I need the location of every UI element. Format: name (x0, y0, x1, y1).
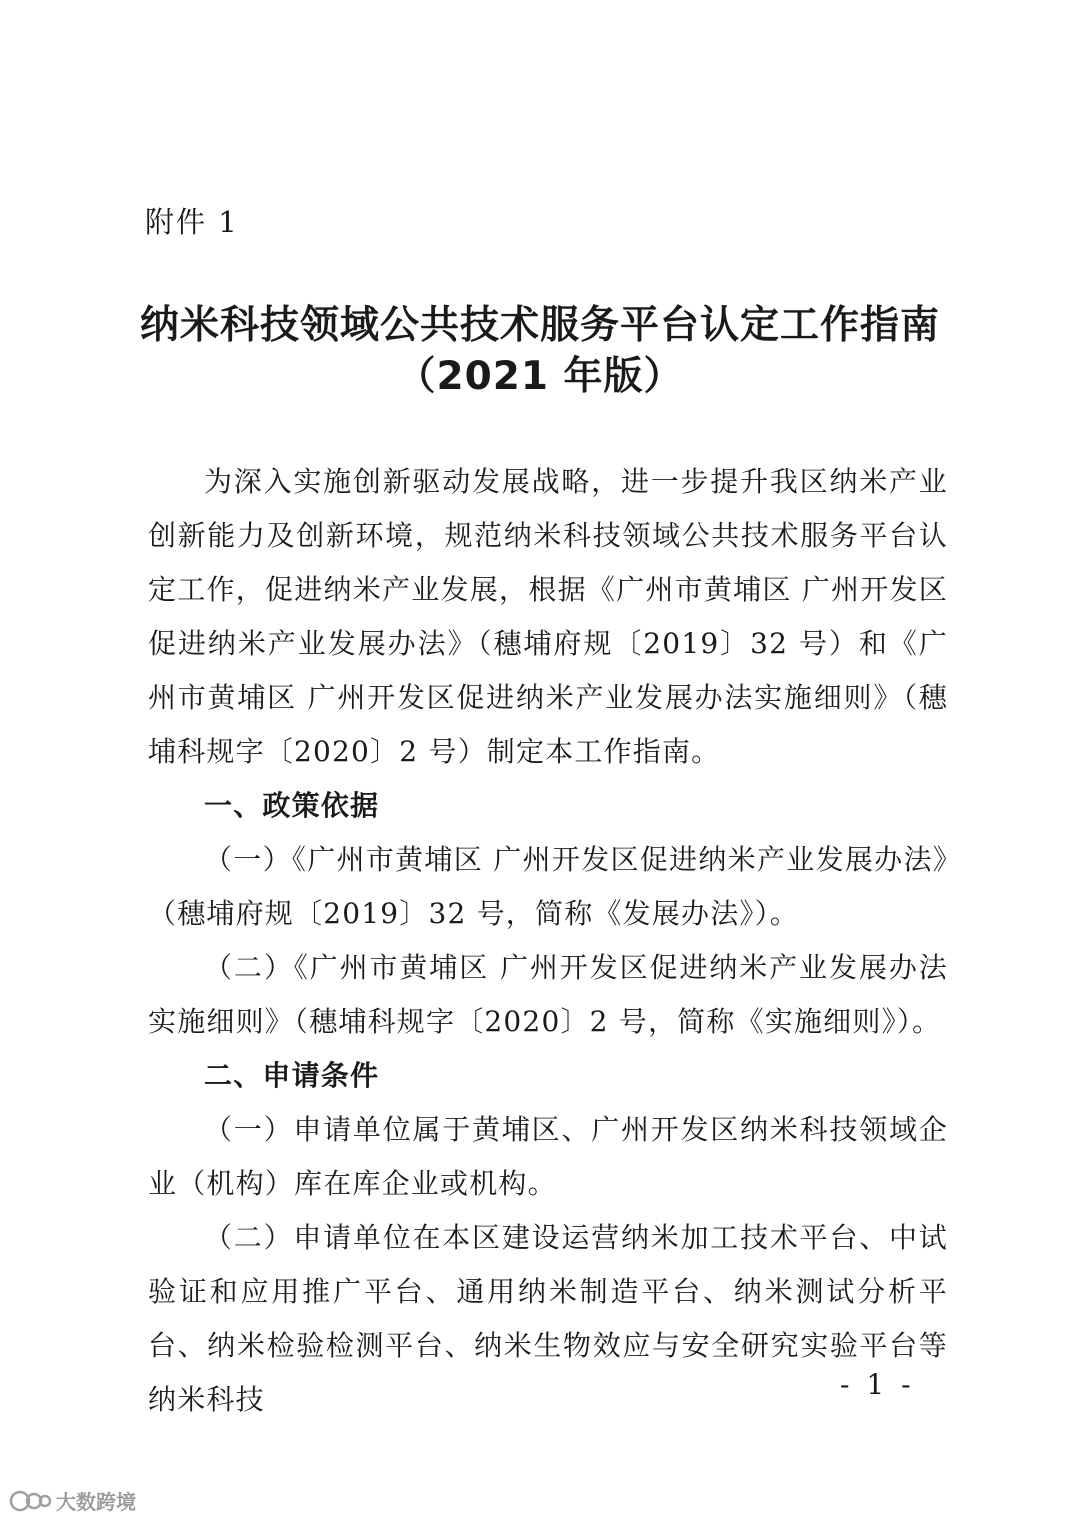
section-heading-policy-basis: 一、政策依据 (204, 789, 380, 822)
watermark (8, 1486, 136, 1515)
document-title-edition: （2021 年版） (396, 354, 684, 399)
page-number: - 1 - (840, 1368, 915, 1401)
attachment-label: 附件 1 (145, 205, 239, 239)
policy-item-2: （二）《广州市黄埔区 广州开发区促进纳米产业发展办法实施细则》（穗埔科规字〔2020〕2 号，简称《实施细则》）。 (148, 951, 948, 1038)
condition-item-2: （二）申请单位在本区建设运营纳米加工技术平台、中试验证和应用推广平台、通用纳米制造平台、纳米测试分析平台、纳米检验检测平台、纳米生物效应与安全研究实验平台等纳米科技 (148, 1221, 948, 1416)
watermark-logo-icon (8, 1488, 52, 1514)
document-body (148, 455, 948, 1427)
intro-paragraph: 为深入实施创新驱动发展战略，进一步提升我区纳米产业创新能力及创新环境，规范纳米科技领域公共技术服务平台认定工作，促进纳米产业发展，根据《广州市黄埔区 广州开发区促进纳米产业发展办法》（穗埔府规〔2019〕32 号）和《广州市黄埔区 广州开发区促进纳米产业发展办法实施细则》（穗埔科规字〔2020〕2 号）制定本工作指南。 (148, 465, 948, 768)
condition-item-1: （一）申请单位属于黄埔区、广州开发区纳米科技领域企业（机构）库在库企业或机构。 (148, 1113, 948, 1200)
document-title: 纳米科技领域公共技术服务平台认定工作指南 (139, 303, 940, 348)
section-heading-application-conditions: 二、申请条件 (204, 1059, 380, 1092)
watermark-text: 大数跨境 (56, 1490, 136, 1514)
policy-item-1: （一）《广州市黄埔区 广州开发区促进纳米产业发展办法》（穗埔府规〔2019〕32 号，简称《发展办法》）。 (148, 843, 948, 930)
